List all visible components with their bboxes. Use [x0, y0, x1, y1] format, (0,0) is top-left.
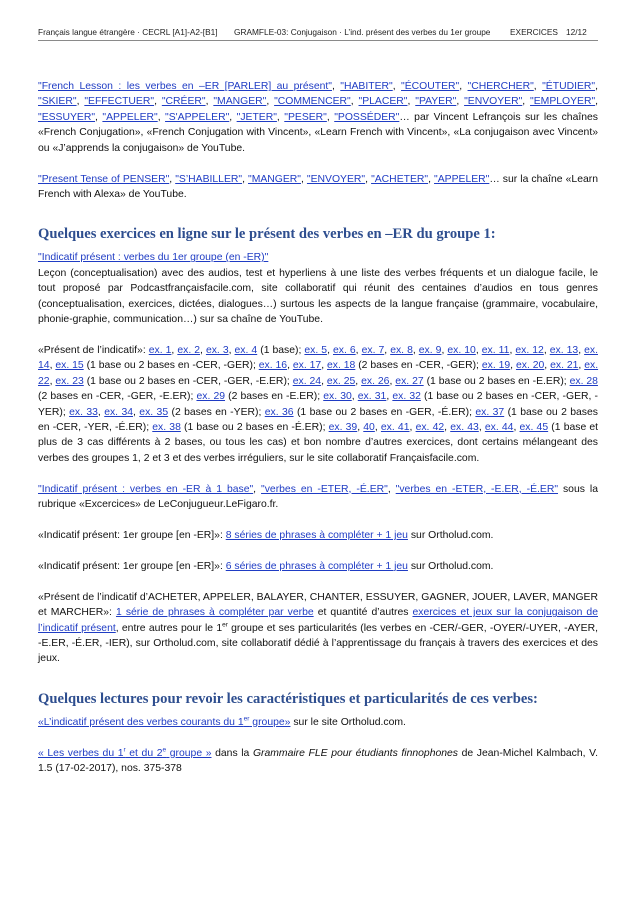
separator: , — [578, 344, 585, 356]
separator: , — [171, 344, 178, 356]
separator: , — [331, 81, 341, 92]
separator: , — [326, 111, 335, 123]
separator: , — [428, 173, 435, 185]
separator: , — [392, 81, 402, 92]
s1-item4-tail: sur Ortholud.com. — [407, 529, 494, 541]
intro-p1-link-16[interactable]: "APPELER" — [102, 111, 158, 123]
s1-item6-mid: et quantité d’autres — [313, 607, 413, 619]
s1-item4-link[interactable]: 8 séries de phrases à compléter + 1 jeu — [225, 529, 408, 541]
exercise-link-12[interactable]: ex. 12 — [515, 344, 544, 356]
separator: , — [321, 360, 327, 372]
separator: , — [133, 406, 140, 418]
separator: , — [200, 344, 206, 356]
separator: , — [365, 173, 372, 185]
separator: , — [228, 344, 235, 356]
separator: , — [533, 81, 543, 92]
separator: , — [49, 375, 56, 387]
exercise-link-36[interactable]: ex. 36 — [264, 406, 294, 418]
s1-item3 — [38, 482, 598, 513]
exercise-link-21[interactable]: ex. 21 — [550, 360, 579, 372]
exercise-link-34[interactable]: ex. 34 — [104, 406, 134, 418]
intro-p1-tail: … par Vincent Lefrançois sur les chaînes «French Conjugation», «French Conjugation with Vincent», «Learn French with Vincent», «La conjugaison avec Vincent» ou «J’apprends la conjugaison» de YouTube. — [38, 111, 598, 154]
separator: , — [253, 483, 262, 495]
separator: , — [409, 421, 416, 433]
s1-item3-tail: sous la rubrique «Excercices» de LeConjugueur.LeFigaro.fr. — [38, 483, 598, 511]
separator: , — [384, 344, 391, 356]
s1-item6-tail-b: groupe et ses particularités (les verbes en -CER/-GER, -OYER/-UYER, -AYER, -E.ER, -É.ER, -IER), sur Ortholud.com, site collaboratif dédié à l’apprentissage du français à travers des exercices et des jeux. — [38, 622, 598, 665]
separator: , — [509, 344, 516, 356]
exercise-note: (1 base ou 2 bases en -É.ER); — [180, 421, 329, 433]
separator: , — [374, 421, 381, 433]
exercise-link-11[interactable]: ex. 11 — [481, 344, 510, 356]
separator: , — [389, 375, 396, 387]
page-header — [38, 27, 598, 41]
intro-p2-link-5[interactable]: "ACHETER" — [371, 173, 429, 185]
s1-item1-text: Leçon (conceptualisation) avec des audios, test et hyperliens à une liste des verbes fréquents et un dialogue facile, le tout proposé par Podcastfrançaisfacile.com, site collaboratif qui réunit des centaines d’audios en tous genres (conceptualisation, exercices, dictées, dialogues…) surtous les aspects de la langue française (grammaire, vocabulaire, phonie-graphie, communication…) sur sa chaîne de YouTube. — [38, 267, 598, 325]
exercise-link-13[interactable]: ex. 13 — [549, 344, 579, 356]
separator: , — [412, 344, 419, 356]
separator: , — [355, 344, 362, 356]
separator: , — [544, 360, 551, 372]
s1-item1-link[interactable]: "Indicatif présent : verbes du 1er groupe (en -ER)" — [38, 252, 269, 264]
s1-item2-exercises — [38, 343, 598, 466]
intro-p1-link-9[interactable]: "MANGER" — [213, 96, 267, 108]
s1-item2-intro: «Présent de l’indicatif»: — [38, 344, 149, 356]
exercise-link-35[interactable]: ex. 35 — [139, 406, 169, 418]
exercise-link-7[interactable]: ex. 7 — [361, 344, 385, 356]
intro-p1-link-12[interactable]: "PAYER" — [415, 96, 457, 108]
intro-p1-link-14[interactable]: "EMPLOYER" — [530, 96, 596, 108]
exercise-note: (1 base et plus de 3 cas différents à 2 bases, ou tous les cas) et bon nombre d’autres exercices, dont certains mélangeant des verbes des groupes 1, 2 et 3 et des verbes irréguliers, sur le site collaboratif Françaisfacile.com. — [38, 421, 599, 464]
intro-p1-link-2[interactable]: "HABITER" — [340, 81, 393, 92]
separator: , — [407, 96, 416, 108]
intro-p2-tail: … sur la chaîne «Learn French with Alexa» de YouTube. — [38, 173, 598, 200]
intro-p1-link-8[interactable]: "CRÉER" — [161, 96, 206, 108]
separator: , — [49, 360, 56, 372]
separator: , — [350, 96, 359, 108]
intro-p1-link-19[interactable]: "PESER" — [284, 111, 327, 123]
exercise-link-4[interactable]: ex. 4 — [234, 344, 258, 356]
separator: , — [510, 360, 516, 372]
intro-p1-link-11[interactable]: "PLACER" — [358, 96, 408, 108]
separator: , — [95, 111, 103, 123]
exercise-link-30[interactable]: ex. 30 — [323, 391, 352, 403]
separator: , — [441, 344, 448, 356]
intro-p1-link-15[interactable]: "ESSUYER" — [38, 111, 96, 123]
exercise-link-33[interactable]: ex. 33 — [69, 406, 98, 418]
separator: , — [157, 111, 166, 123]
s2-item1 — [38, 715, 598, 730]
separator: , — [76, 96, 85, 108]
exercise-note: (2 bases en -E.ER); — [225, 391, 324, 403]
intro-paragraph-2 — [38, 172, 598, 203]
exercise-link-2[interactable]: ex. 2 — [177, 344, 201, 356]
s1-item6-link1[interactable]: 1 série de phrases à compléter par verbe — [115, 607, 314, 619]
exercise-link-23[interactable]: ex. 23 — [55, 375, 84, 387]
s2-item1-link[interactable]: «L’indicatif présent des verbes courants du 1er groupe» — [38, 715, 291, 728]
exercise-link-29[interactable]: ex. 29 — [196, 391, 226, 403]
exercise-link-41[interactable]: ex. 41 — [380, 421, 410, 433]
exercise-link-1[interactable]: ex. 1 — [148, 344, 172, 356]
exercise-link-27[interactable]: ex. 27 — [395, 375, 424, 387]
exercise-link-26[interactable]: ex. 26 — [361, 375, 390, 387]
header-rule — [38, 40, 598, 41]
s1-item5-pre: «Indicatif présent: 1er groupe [en -ER]»: — [38, 560, 226, 572]
header-section: EXERCICES — [510, 27, 558, 37]
separator: , — [266, 96, 275, 108]
exercise-link-39[interactable]: ex. 39 — [328, 421, 358, 433]
intro-p1-link-10[interactable]: "COMMENCER" — [274, 96, 351, 108]
intro-p1-link-7[interactable]: "EFFECTUER" — [84, 96, 155, 108]
exercise-note: (1 base ou 2 bases en -GER, -É.ER); — [293, 406, 476, 418]
document-body — [38, 79, 598, 777]
intro-paragraph-1 — [38, 79, 598, 156]
intro-p2-link-1[interactable]: "Present Tense of PENSER" — [38, 173, 170, 185]
s1-item5-link[interactable]: 6 séries de phrases à compléter + 1 jeu — [225, 560, 408, 572]
separator: , — [513, 421, 520, 433]
exercise-link-14[interactable]: ex. 14 — [38, 344, 598, 372]
separator: , — [595, 81, 598, 92]
s1-item5 — [38, 559, 598, 574]
separator: , — [300, 173, 307, 185]
header-course: Français langue étrangère · CECRL [A1]-A2-[B1] — [38, 27, 218, 37]
exercise-note: (1 base ou 2 bases en -E.ER); — [423, 375, 570, 387]
exercise-link-43[interactable]: ex. 43 — [450, 421, 479, 433]
exercise-link-15[interactable]: ex. 15 — [55, 360, 84, 372]
intro-p1-link-6[interactable]: "SKIER" — [38, 96, 77, 108]
separator: , — [357, 421, 364, 433]
exercise-note: (1 base); — [257, 344, 305, 356]
s1-item3-link-1[interactable]: "Indicatif présent : verbes en -ER à 1 base" — [38, 483, 254, 495]
s2-item2 — [38, 746, 598, 777]
exercise-link-28[interactable]: ex. 28 — [569, 375, 598, 387]
s1-item6-sup: er — [222, 621, 228, 629]
exercise-link-44[interactable]: ex. 44 — [484, 421, 514, 433]
exercise-note: (1 base ou 2 bases en -CER, -YER, -É.ER); — [38, 406, 598, 433]
exercise-link-3[interactable]: ex. 3 — [205, 344, 229, 356]
separator: , — [154, 96, 162, 108]
separator: , — [321, 375, 327, 387]
separator: , — [595, 96, 599, 108]
exercise-link-37[interactable]: ex. 37 — [475, 406, 505, 418]
separator: , — [459, 81, 468, 92]
separator: , — [97, 406, 105, 418]
separator: , — [276, 111, 285, 123]
intro-p2-link-3[interactable]: "MANGER" — [248, 173, 301, 185]
intro-p1-link-18[interactable]: "JETER" — [236, 111, 277, 123]
s2-item2-mid: dans la — [211, 747, 253, 759]
exercise-link-45[interactable]: ex. 45 — [519, 421, 549, 433]
separator: , — [543, 344, 550, 356]
exercise-link-8[interactable]: ex. 8 — [390, 344, 413, 356]
intro-p2-link-2[interactable]: "S’HABILLER" — [175, 173, 243, 185]
separator: , — [205, 96, 214, 108]
separator: , — [386, 391, 393, 403]
separator: , — [229, 111, 237, 123]
exercise-link-38[interactable]: ex. 38 — [152, 421, 181, 433]
intro-p1-link-1[interactable]: "French Lesson : les verbes en –ER [PARLER] au présent" — [38, 81, 332, 92]
separator: , — [475, 344, 482, 356]
separator: , — [456, 96, 465, 108]
intro-p1-link-3[interactable]: "ÉCOUTER" — [401, 81, 460, 92]
exercise-link-25[interactable]: ex. 25 — [326, 375, 356, 387]
exercise-link-22[interactable]: ex. 22 — [38, 360, 599, 387]
exercise-note: (2 bases en -YER); — [168, 406, 265, 418]
s1-item4-pre: «Indicatif présent: 1er groupe [en -ER]»: — [38, 529, 226, 541]
header-module: GRAMFLE-03: Conjugaison · L’ind. présent des verbes du 1er groupe — [234, 27, 491, 37]
s2-item1-tail: sur le site Ortholud.com. — [290, 716, 406, 728]
exercise-note: (2 bases en -CER, -GER); — [355, 360, 482, 372]
exercise-link-24[interactable]: ex. 24 — [292, 375, 322, 387]
exercise-link-20[interactable]: ex. 20 — [515, 360, 545, 372]
header-page-number: 12/12 — [566, 27, 587, 37]
exercise-link-19[interactable]: ex. 19 — [481, 360, 511, 372]
s1-item3-link-3[interactable]: "verbes en -ETER, -E.ER, -É.ER" — [395, 483, 559, 495]
separator: , — [287, 360, 293, 372]
s1-item4 — [38, 528, 598, 543]
exercise-note: (2 bases en -CER, -GER, -E.ER); — [38, 391, 197, 403]
separator: , — [478, 421, 485, 433]
intro-p1-link-13[interactable]: "ENVOYER" — [464, 96, 523, 108]
exercise-link-16[interactable]: ex. 16 — [258, 360, 288, 372]
exercise-note: (1 base ou 2 bases en -CER, -GER, -YER); — [38, 391, 598, 418]
exercise-link-5[interactable]: ex. 5 — [304, 344, 328, 356]
intro-p1-link-5[interactable]: "ÉTUDIER" — [542, 81, 596, 92]
exercise-note: (1 base ou 2 bases en -CER, -GER, -E.ER); — [83, 375, 293, 387]
intro-p1-link-4[interactable]: "CHERCHER" — [467, 81, 534, 92]
s2-item2-tail: de Jean-Michel Kalmbach, V. 1.5 (17-02-2017), nos. 375-378 — [38, 747, 598, 775]
exercise-link-32[interactable]: ex. 32 — [392, 391, 421, 403]
separator: , — [578, 360, 585, 372]
s1-item3-link-2[interactable]: "verbes en -ETER, -É.ER" — [261, 483, 388, 495]
exercise-link-6[interactable]: ex. 6 — [333, 344, 356, 356]
s1-item6-link2[interactable]: exercices et jeux sur la conjugaison de l’indicatif présent — [38, 607, 598, 634]
separator: , — [444, 421, 451, 433]
exercise-link-40[interactable]: 40 — [363, 421, 375, 433]
exercise-note: (1 base ou 2 bases en -CER, -GER); — [83, 360, 259, 372]
exercise-link-10[interactable]: ex. 10 — [447, 344, 476, 356]
section1-heading: Quelques exercices en ligne sur le présent des verbes en –ER du groupe 1: — [38, 226, 496, 243]
separator: , — [169, 173, 176, 185]
s1-item1 — [38, 250, 598, 327]
intro-p1-link-17[interactable]: "S'APPELER" — [165, 111, 230, 123]
separator: , — [242, 173, 248, 185]
separator: , — [387, 483, 396, 495]
s1-item6 — [38, 590, 598, 667]
exercise-link-42[interactable]: ex. 42 — [415, 421, 445, 433]
exercise-link-9[interactable]: ex. 9 — [418, 344, 442, 356]
s2-item2-link[interactable]: « Les verbes du 1$^r$ et du 2e groupe » — [38, 746, 212, 759]
exercise-link-17[interactable]: ex. 17 — [292, 360, 322, 372]
exercise-link-31[interactable]: ex. 31 — [357, 391, 387, 403]
intro-p2-link-4[interactable]: "ENVOYER" — [306, 173, 366, 185]
separator: , — [522, 96, 531, 108]
separator: , — [355, 375, 362, 387]
s1-item6-pre: «Présent de l’indicatif d’ACHETER, APPELER, BALAYER, CHANTER, ESSUYER, GAGNER, JOUER, LAVER, MANGER et MARCHER»: — [38, 591, 598, 619]
s1-item5-tail: sur Ortholud.com. — [407, 560, 494, 572]
intro-p2-link-6[interactable]: "APPELER" — [434, 173, 490, 185]
s2-item2-book-title: Grammaire FLE pour étudiants finnophones — [252, 747, 459, 759]
s1-item6-tail-a: , entre autres pour le 1 — [115, 622, 223, 634]
intro-p1-link-20[interactable]: "POSSÉDER" — [334, 111, 400, 123]
separator: , — [351, 391, 358, 403]
separator: , — [327, 344, 333, 356]
section2-heading: Quelques lectures pour revoir les caractéristiques et particularités de ces verbes: — [38, 690, 538, 707]
exercise-link-18[interactable]: ex. 18 — [327, 360, 356, 372]
